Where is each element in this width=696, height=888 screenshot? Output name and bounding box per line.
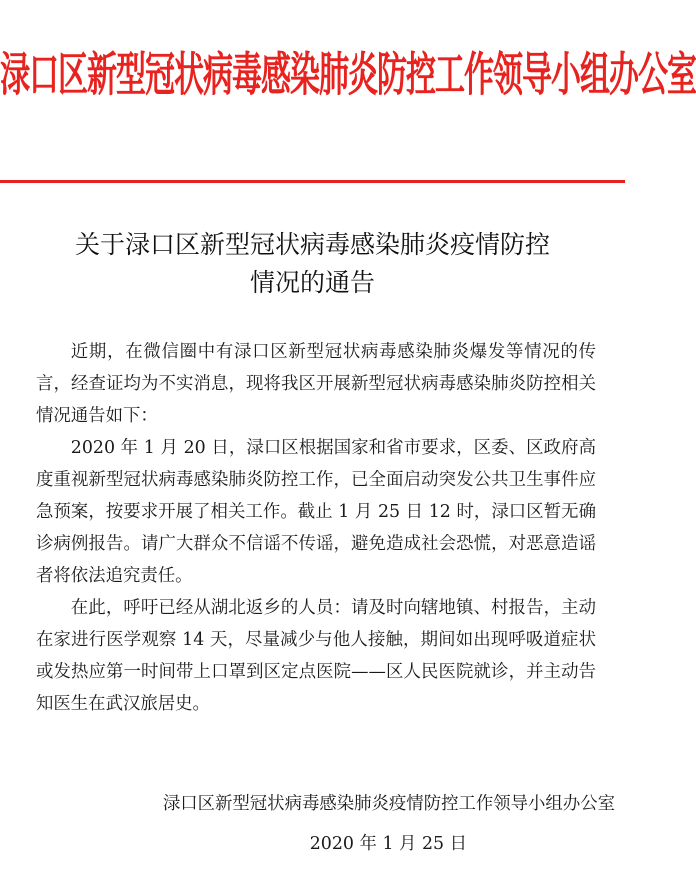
signature-date: 2020 年 1 月 25 日 [309,834,467,854]
body-paragraph-2: 2020 年 1 月 20 日，渌口区根据国家和省市要求，区委、区政府高度重视新型冠状病毒感染肺炎防控工作，已全面启动突发公共卫生事件应急预案，按要求开展了相关工作。截止 1 月 25 日 12 时，渌口区暂无确诊病例报告。请广大群众不信谣不传谣，避免造成社会恐慌，对恶意造谣者将依法追究责任。 [36,438,596,586]
signature-org: 渌口区新型冠状病毒感染肺炎疫情防控工作领导小组办公室 [162,794,615,814]
document-header-org: 渌口区新型冠状病毒感染肺炎防控工作领导小组办公室 [0,48,696,103]
document-title [20,226,605,302]
title-line-2: 情况的通告 [249,268,375,297]
body-paragraph-3: 在此，呼吁已经从湖北返乡的人员：请及时向辖地镇、村报告，主动在家进行医学观察 14 天，尽量减少与他人接触，期间如出现呼吸道症状或发热应第一时间带上口罩到区定点医院——区人民医院就诊，并主动告知医生在武汉旅居史。 [36,598,596,714]
title-line-1: 关于渌口区新型冠状病毒感染肺炎疫情防控 [74,230,550,259]
header-red-rule [0,180,625,183]
body-paragraph-1: 近期，在微信圈中有渌口区新型冠状病毒感染肺炎爆发等情况的传言，经查证均为不实消息，现将我区开展新型冠状病毒感染肺炎防控相关情况通告如下： [36,342,596,426]
document-body [36,336,596,720]
